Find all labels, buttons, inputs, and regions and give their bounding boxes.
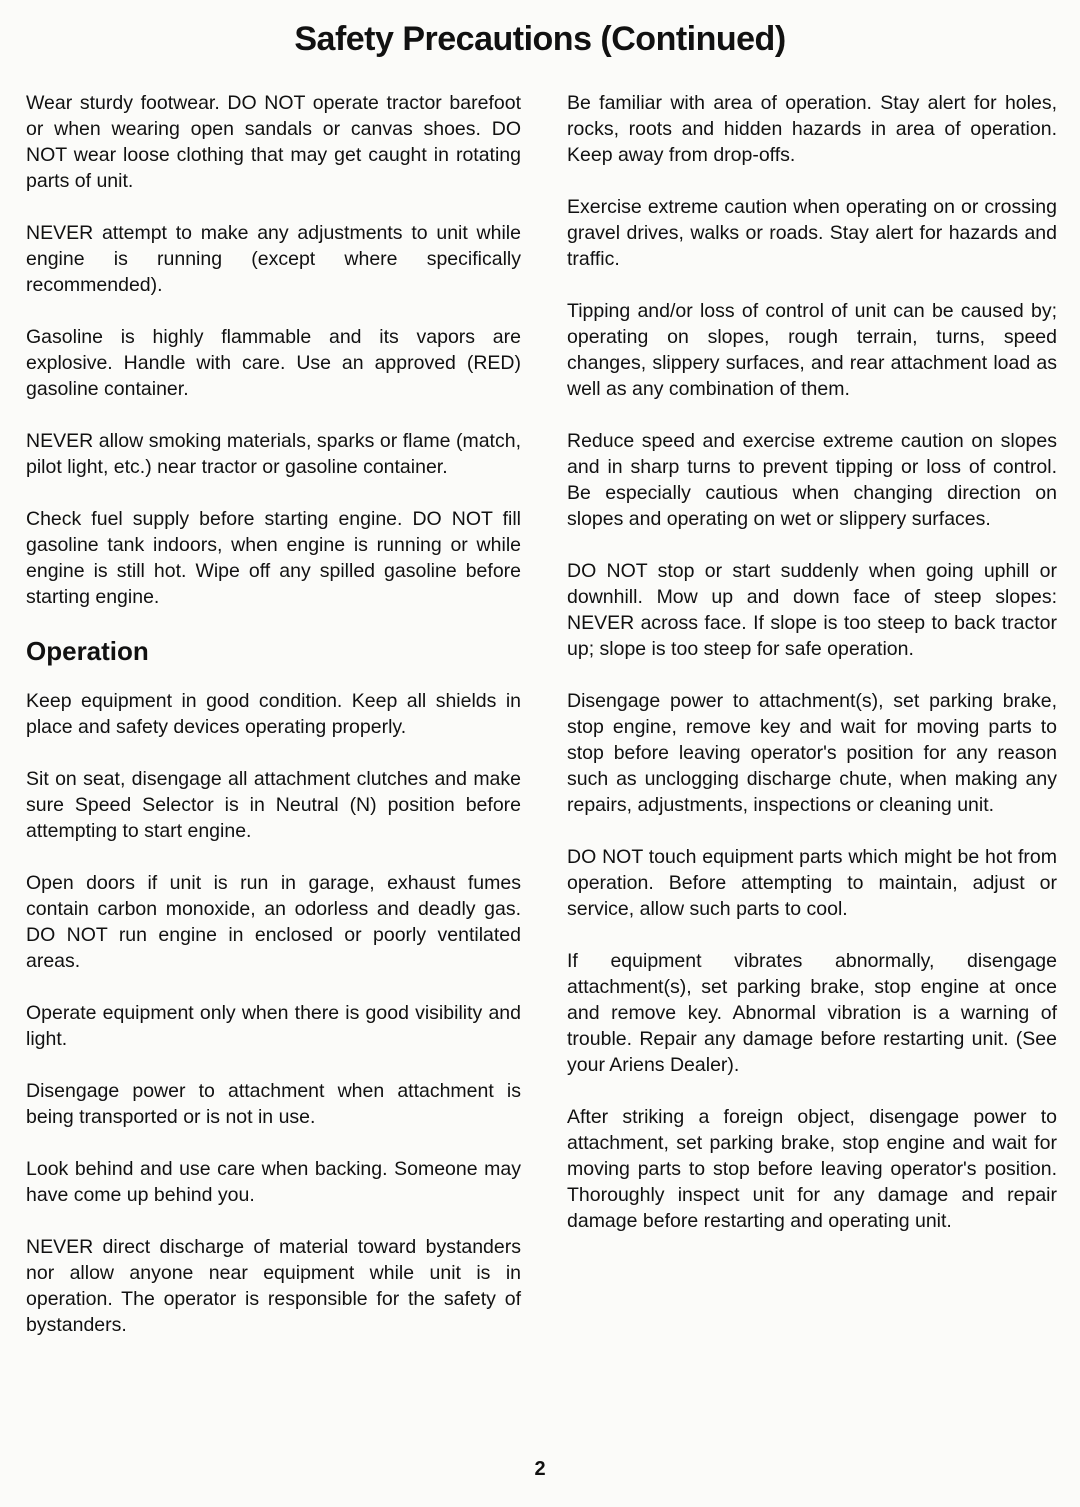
paragraph-hot-parts: DO NOT touch equipment parts which might be hot from operation. Before attempting to maintain, adjust or service, allow such parts to cool. — [567, 846, 1057, 920]
paragraph-adjustments: NEVER attempt to make any adjustments to unit while engine is running (except where specifically recommended). — [26, 222, 521, 296]
paragraph-gravel-drives: Exercise extreme caution when operating on or crossing gravel drives, walks or roads. Stay alert for hazards and traffic. — [567, 196, 1057, 270]
paragraph-bystanders: NEVER direct discharge of material toward bystanders nor allow anyone near equipment while unit is in operation. The operator is responsible for the safety of bystanders. — [26, 1236, 521, 1336]
paragraph-backing: Look behind and use care when backing. Someone may have come up behind you. — [26, 1158, 521, 1206]
paragraph-equipment-condition: Keep equipment in good condition. Keep all shields in place and safety devices operating properly. — [26, 690, 521, 738]
paragraph-reduce-speed: Reduce speed and exercise extreme caution on slopes and in sharp turns to prevent tipping or loss of control. Be especially cautious when changing direction on slopes and operating on wet or slippery surfaces. — [567, 430, 1057, 530]
paragraph-vibration: If equipment vibrates abnormally, disengage attachment(s), set parking brake, stop engine at once and remove key. Abnormal vibration is a warning of trouble. Repair any damage before restarting unit. (See your Ariens Dealer). — [567, 950, 1057, 1076]
section-heading-operation: Operation — [26, 636, 149, 666]
paragraph-gasoline-flammable: Gasoline is highly flammable and its vapors are explosive. Handle with care. Use an approved (RED) gasoline container. — [26, 326, 521, 400]
page-title: Safety Precautions (Continued) — [294, 20, 786, 58]
paragraph-disengage-transport: Disengage power to attachment when attachment is being transported or is not in use. — [26, 1080, 521, 1128]
paragraph-open-doors: Open doors if unit is run in garage, exhaust fumes contain carbon monoxide, an odorless and deadly gas. DO NOT run engine in enclosed or poorly ventilated areas. — [26, 872, 521, 972]
paragraph-disengage-power: Disengage power to attachment(s), set parking brake, stop engine, remove key and wait for moving parts to stop before leaving operator's position for any reason such as unclogging discharge chute, when making any repairs, adjustments, inspections or cleaning unit. — [567, 690, 1057, 816]
page-number: 2 — [534, 1458, 546, 1480]
paragraph-smoking: NEVER allow smoking materials, sparks or flame (match, pilot light, etc.) near tractor or gasoline container. — [26, 430, 521, 478]
paragraph-sit-on-seat: Sit on seat, disengage all attachment clutches and make sure Speed Selector is in Neutral (N) position before attempting to start engine. — [26, 768, 521, 842]
right-column — [567, 90, 1057, 1260]
paragraph-foreign-object: After striking a foreign object, disengage power to attachment, set parking brake, stop engine and wait for moving parts to stop before leaving operator's position. Thoroughly inspect unit for any damage and repair damage before restarting and operating unit. — [567, 1106, 1057, 1232]
paragraph-area-of-operation: Be familiar with area of operation. Stay alert for holes, rocks, roots and hidden hazards in area of operation. Keep away from drop-offs. — [567, 92, 1057, 166]
paragraph-tipping: Tipping and/or loss of control of unit can be caused by; operating on slopes, rough terrain, turns, speed changes, slippery surfaces, and rear attachment load as well as any combination of them. — [567, 300, 1057, 400]
paragraph-slopes: DO NOT stop or start suddenly when going uphill or downhill. Mow up and down face of steep slopes: NEVER across face. If slope is too steep to back tractor up; slope is too steep for safe operation. — [567, 560, 1057, 660]
paragraph-fuel-supply: Check fuel supply before starting engine. DO NOT fill gasoline tank indoors, when engine is running or while engine is still hot. Wipe off any spilled gasoline before starting engine. — [26, 508, 521, 608]
paragraph-footwear: Wear sturdy footwear. DO NOT operate tractor barefoot or when wearing open sandals or canvas shoes. DO NOT wear loose clothing that may get caught in rotating parts of unit. — [26, 92, 521, 192]
left-column — [26, 90, 521, 1364]
paragraph-visibility: Operate equipment only when there is good visibility and light. — [26, 1002, 521, 1050]
